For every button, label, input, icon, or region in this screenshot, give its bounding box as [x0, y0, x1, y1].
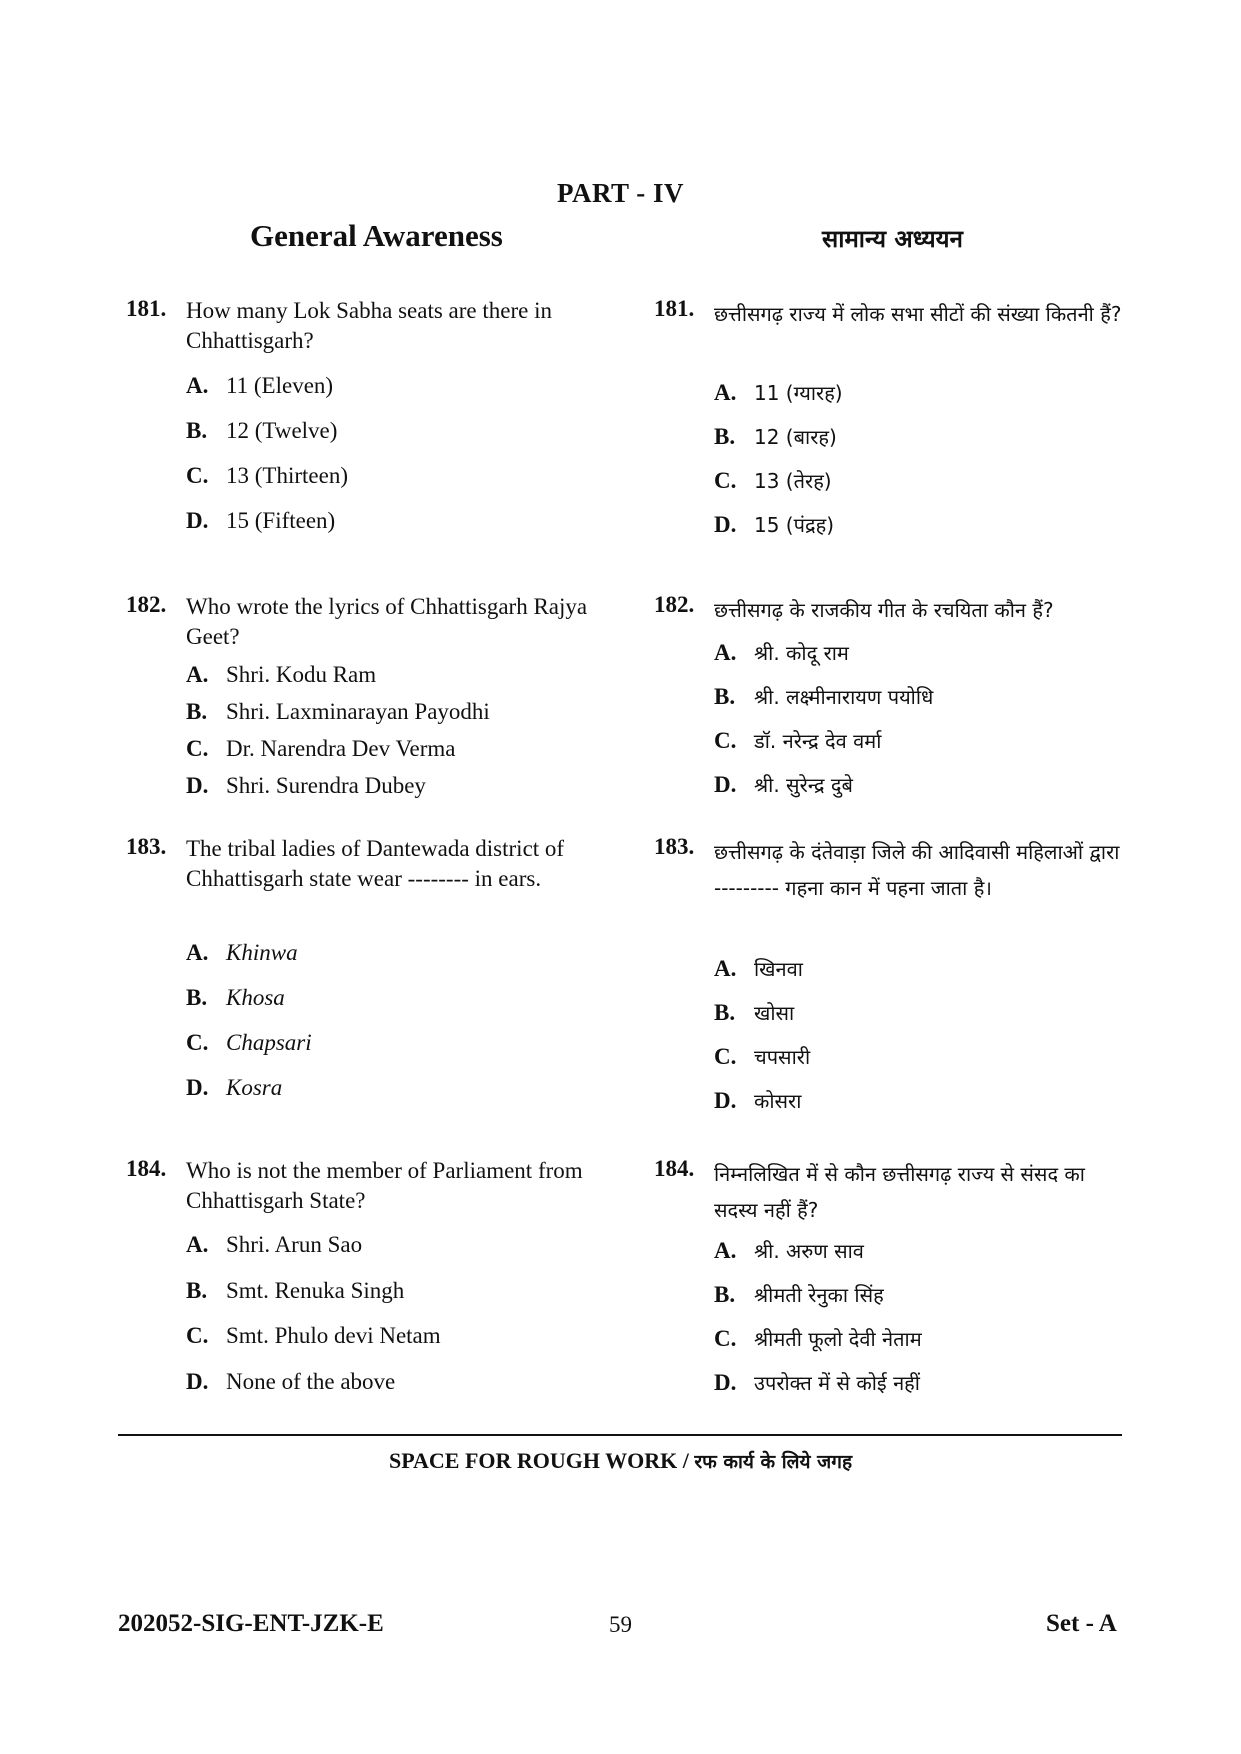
option-text: Kosra	[226, 1075, 283, 1100]
question-hi-181	[654, 296, 1124, 536]
option-letter: B.	[186, 699, 208, 724]
option-text: चपसारी	[754, 1045, 811, 1069]
option-text: None of the above	[226, 1369, 396, 1394]
question-number: 181.	[126, 296, 167, 321]
option-letter: C.	[714, 1044, 737, 1069]
option-a	[186, 938, 298, 968]
question-en-182	[126, 592, 596, 812]
option-d	[186, 506, 335, 536]
part-heading: PART - IV	[556, 178, 685, 208]
question-stem: The tribal ladies of Dantewada district of Chhattisgarh state wear -------- in ears.	[186, 836, 565, 891]
footer-set: Set - A	[1046, 1610, 1117, 1637]
question-en-183	[126, 834, 596, 1114]
option-c	[714, 1324, 922, 1355]
option-c	[714, 726, 881, 757]
page-number: 59	[609, 1612, 632, 1637]
option-b	[714, 682, 933, 713]
option-text: श्री. लक्ष्मीनारायण पयोधि	[754, 685, 934, 709]
option-text: 13 (Thirteen)	[226, 463, 348, 488]
option-b	[186, 697, 490, 727]
option-letter: B.	[714, 424, 736, 449]
option-text: श्री. अरुण साव	[754, 1239, 864, 1263]
option-b	[714, 422, 837, 453]
option-letter: C.	[714, 728, 737, 753]
option-text: Smt. Phulo devi Netam	[226, 1323, 441, 1348]
option-text: 13 (तेरह)	[754, 469, 832, 493]
question-en-181	[126, 296, 596, 536]
option-letter: C.	[186, 736, 209, 761]
option-text: 12 (बारह)	[754, 425, 837, 449]
option-b	[186, 416, 337, 446]
option-letter: B.	[714, 684, 736, 709]
option-text: Dr. Narendra Dev Verma	[226, 736, 456, 761]
option-text: श्री. सुरेन्द्र दुबे	[754, 773, 853, 797]
option-c	[186, 461, 348, 491]
question-stem: छत्तीसगढ़ राज्य में लोक सभा सीटों की संख्या कितनी हैं?	[714, 302, 1122, 326]
option-letter: A.	[714, 380, 737, 405]
question-number: 184.	[654, 1156, 695, 1181]
option-letter: D.	[186, 773, 209, 798]
option-text: खोसा	[754, 1001, 795, 1025]
section-title-hindi: सामान्य अध्ययन	[822, 225, 963, 253]
option-a	[186, 1230, 362, 1260]
option-letter: A.	[714, 640, 737, 665]
option-c	[714, 466, 832, 497]
rough-work-label-en: SPACE FOR ROUGH WORK /	[388, 1448, 695, 1473]
option-c	[186, 734, 455, 764]
question-hi-183	[654, 834, 1124, 1114]
question-hi-182	[654, 592, 1124, 812]
question-en-184	[126, 1156, 596, 1406]
option-letter: D.	[714, 1370, 737, 1395]
question-hi-184	[654, 1156, 1124, 1406]
option-text: Shri. Arun Sao	[226, 1232, 363, 1257]
option-a	[186, 660, 376, 690]
option-text: Shri. Surendra Dubey	[226, 773, 426, 798]
option-b	[186, 983, 285, 1013]
option-text: 15 (पंद्रह)	[754, 513, 835, 537]
option-letter: C.	[186, 1323, 209, 1348]
option-letter: B.	[186, 985, 208, 1010]
option-letter: A.	[186, 940, 209, 965]
option-a	[714, 378, 843, 409]
option-letter: C.	[714, 1326, 737, 1351]
question-number: 184.	[126, 1156, 167, 1181]
option-letter: C.	[714, 468, 737, 493]
option-letter: D.	[714, 772, 737, 797]
option-letter: D.	[186, 508, 209, 533]
option-text: Shri. Laxminarayan Payodhi	[226, 699, 490, 724]
option-text: Shri. Kodu Ram	[226, 662, 377, 687]
option-letter: A.	[186, 373, 209, 398]
option-text: Khosa	[226, 985, 285, 1010]
option-text: कोसरा	[754, 1089, 802, 1113]
option-d	[186, 771, 426, 801]
option-c	[186, 1321, 441, 1351]
option-d	[714, 1368, 920, 1399]
option-d	[186, 1073, 282, 1103]
option-a	[714, 638, 849, 669]
option-letter: A.	[714, 956, 737, 981]
option-text: 12 (Twelve)	[226, 418, 338, 443]
question-stem: Who wrote the lyrics of Chhattisgarh Rajya Geet?	[186, 594, 588, 649]
option-d	[186, 1367, 395, 1397]
option-text: उपरोक्त में से कोई नहीं	[754, 1371, 920, 1395]
question-stem: निम्नलिखित में से कौन छत्तीसगढ़ राज्य से संसद का सदस्य नहीं हैं?	[714, 1162, 1085, 1222]
option-letter: B.	[186, 1278, 208, 1303]
option-d	[714, 510, 834, 541]
option-b	[714, 998, 794, 1029]
option-text: Khinwa	[226, 940, 298, 965]
option-letter: B.	[714, 1000, 736, 1025]
option-text: श्रीमती रेनुका सिंह	[754, 1283, 884, 1307]
option-text: 11 (ग्यारह)	[754, 381, 843, 405]
option-letter: B.	[714, 1282, 736, 1307]
footer-code: 202052-SIG-ENT-JZK-E	[118, 1610, 384, 1637]
option-text: श्री. कोदू राम	[754, 641, 849, 665]
question-stem: छत्तीसगढ़ के राजकीय गीत के रचयिता कौन हैं?	[714, 598, 1054, 622]
option-d	[714, 1086, 801, 1117]
option-a	[714, 954, 803, 985]
question-stem: How many Lok Sabha seats are there in Chhattisgarh?	[186, 298, 552, 353]
option-a	[186, 371, 333, 401]
question-number: 181.	[654, 296, 695, 321]
option-d	[714, 770, 853, 801]
section-title-english: General Awareness	[250, 218, 503, 253]
option-text: डॉ. नरेन्द्र देव वर्मा	[754, 729, 882, 753]
option-a	[714, 1236, 864, 1267]
option-letter: D.	[714, 512, 737, 537]
question-number: 182.	[126, 592, 167, 617]
question-stem: Who is not the member of Parliament from Chhattisgarh State?	[186, 1158, 583, 1213]
option-letter: C.	[186, 1030, 209, 1055]
option-b	[186, 1276, 404, 1306]
option-letter: A.	[714, 1238, 737, 1263]
option-letter: D.	[714, 1088, 737, 1113]
question-number: 182.	[654, 592, 695, 617]
option-b	[714, 1280, 884, 1311]
divider-line	[118, 1434, 1122, 1436]
option-letter: D.	[186, 1075, 209, 1100]
option-c	[186, 1028, 312, 1058]
option-text: Smt. Renuka Singh	[226, 1278, 405, 1303]
option-letter: B.	[186, 418, 208, 443]
option-text: Chapsari	[226, 1030, 312, 1055]
question-number: 183.	[126, 834, 167, 859]
option-letter: D.	[186, 1369, 209, 1394]
option-letter: C.	[186, 463, 209, 488]
question-number: 183.	[654, 834, 695, 859]
rough-work-label-hi: रफ कार्य के लिये जगह	[694, 1451, 853, 1473]
rough-work-label	[0, 1448, 1241, 1474]
option-text: खिनवा	[754, 957, 803, 981]
option-text: श्रीमती फूलो देवी नेताम	[754, 1327, 922, 1351]
option-text: 11 (Eleven)	[226, 373, 334, 398]
question-stem: छत्तीसगढ़ के दंतेवाड़ा जिले की आदिवासी महिलाओं द्वारा --------- गहना कान में पहना जाता है।	[714, 840, 1120, 900]
option-text: 15 (Fifteen)	[226, 508, 336, 533]
option-c	[714, 1042, 810, 1073]
option-letter: A.	[186, 662, 209, 687]
option-letter: A.	[186, 1232, 209, 1257]
